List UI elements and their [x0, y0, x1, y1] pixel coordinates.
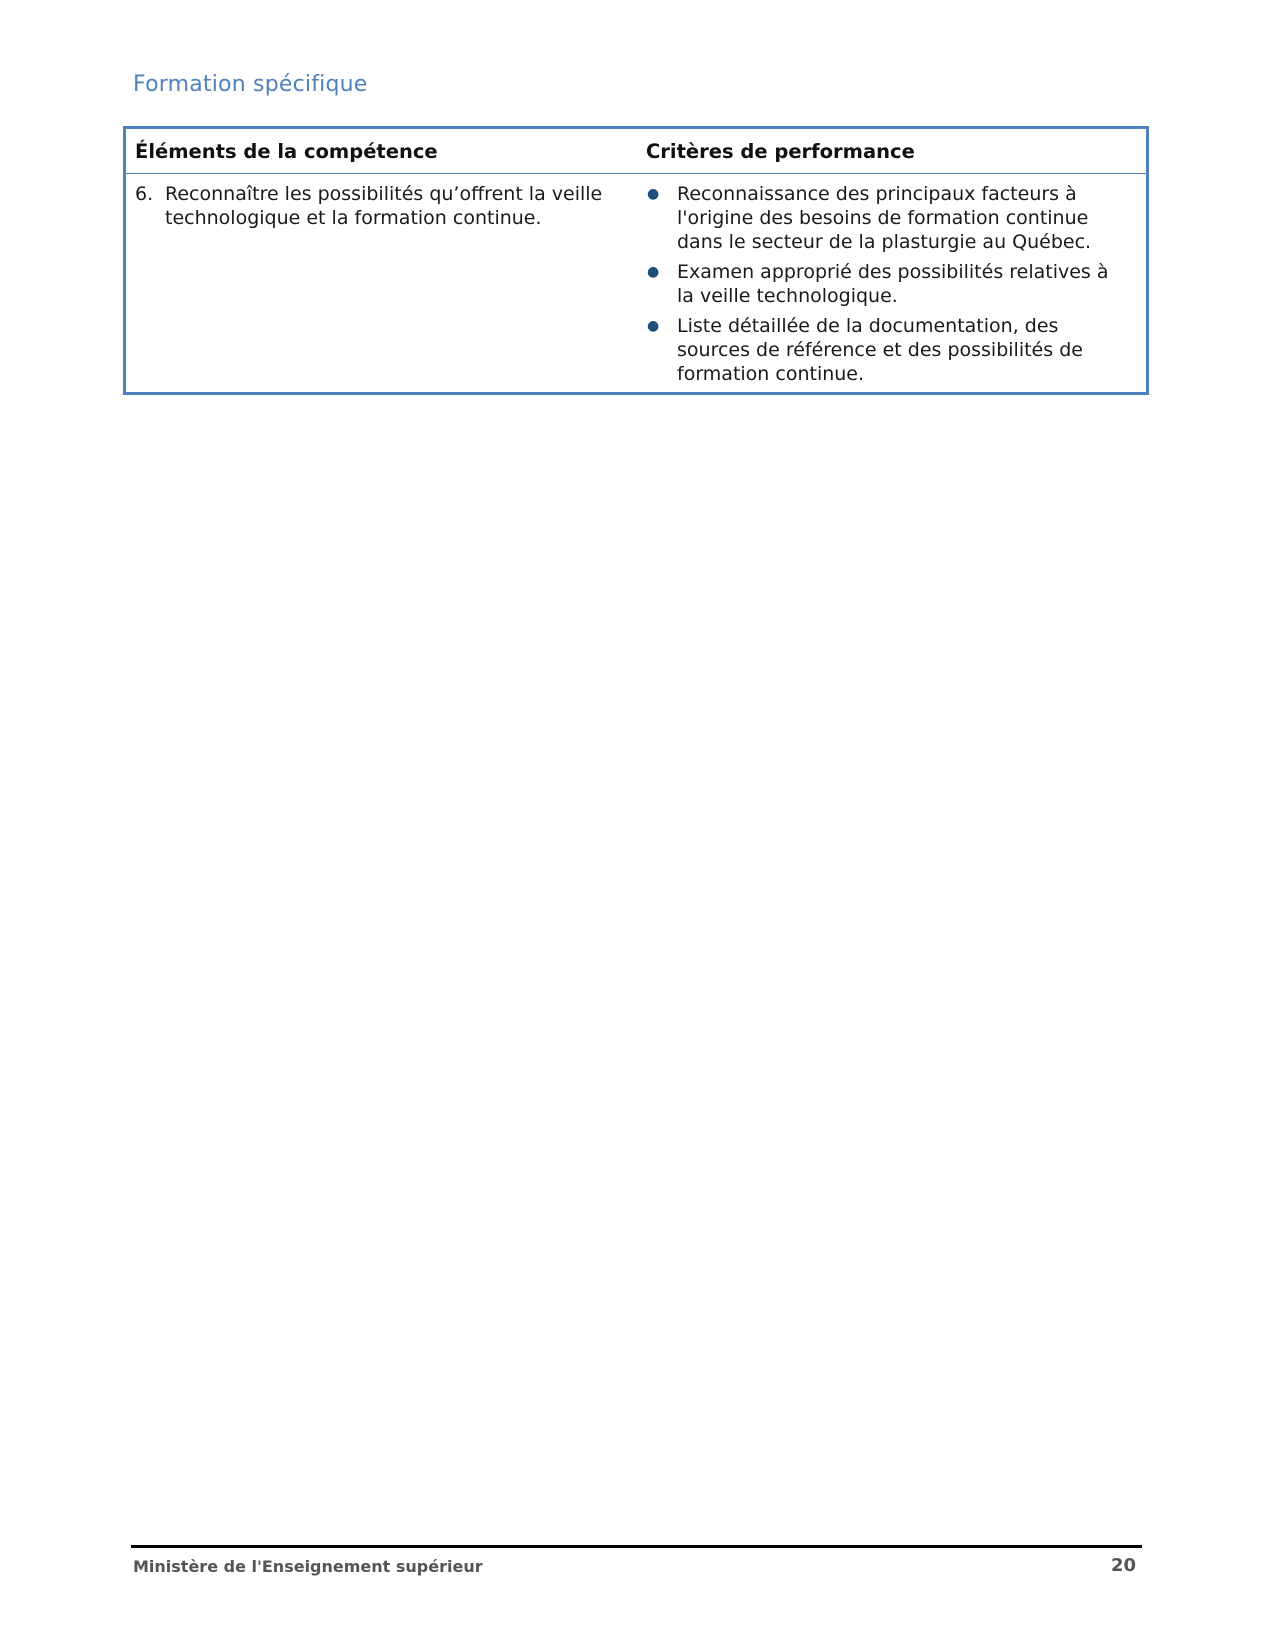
header-cell-criteria	[639, 140, 1146, 163]
competence-table	[123, 126, 1149, 395]
criteria-text: Liste détaillée de la documentation, des sources de référence et des possibilités de formation continue.	[677, 315, 1083, 385]
criteria-text: Examen approprié des possibilités relatives à la veille technologique.	[677, 261, 1109, 307]
element-number: 6.	[135, 183, 154, 205]
list-item	[646, 314, 1124, 386]
column-header-criteria: Critères de performance	[646, 139, 915, 163]
section-title: Formation spécifique	[133, 72, 368, 97]
element-cell	[126, 182, 639, 386]
bullet-icon: ●	[647, 318, 660, 334]
list-item	[646, 182, 1124, 254]
criteria-cell	[639, 182, 1146, 386]
table-header-row	[126, 129, 1146, 174]
bullet-icon: ●	[647, 186, 660, 202]
column-header-elements: Éléments de la compétence	[135, 139, 438, 163]
element-item	[135, 182, 639, 230]
criteria-text: Reconnaissance des principaux facteurs à l'origine des besoins de formation continue dans le secteur de la plasturgie au Québec.	[677, 183, 1092, 253]
footer-organization: Ministère de l'Enseignement supérieur	[133, 1557, 483, 1576]
list-item	[646, 260, 1124, 308]
header-cell-elements	[126, 140, 639, 163]
footer-divider	[131, 1545, 1142, 1548]
table-row	[126, 174, 1146, 392]
bullet-icon: ●	[647, 264, 660, 280]
criteria-list	[646, 182, 1124, 386]
page-number: 20	[1110, 1555, 1136, 1576]
element-text: Reconnaître les possibilités qu’offrent la veille technologique et la formation continue.	[165, 183, 603, 229]
